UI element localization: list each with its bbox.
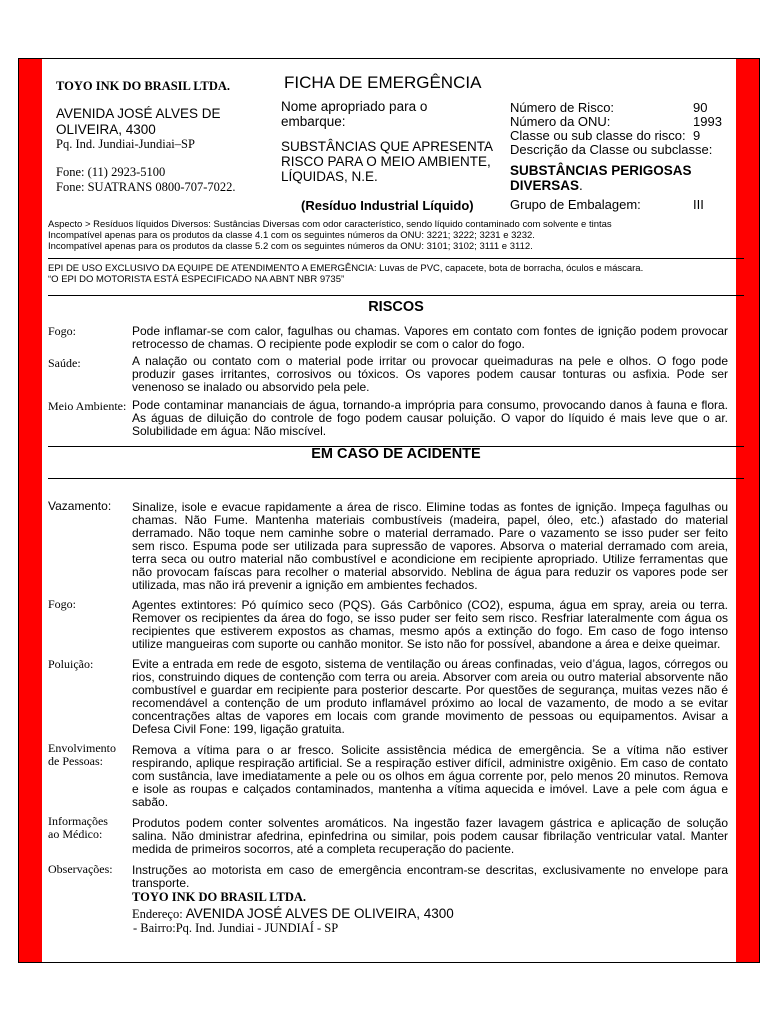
- epi-line2: “O EPI DO MOTORISTA ESTÁ ESPECIFICADO NA ABNT NBR 9735”: [48, 274, 345, 285]
- accident-heading: EM CASO DE ACIDENTE: [311, 446, 481, 462]
- notes-label: Observações:: [48, 862, 113, 876]
- risk-environment-label: Meio Ambiente:: [48, 399, 127, 413]
- packing-group: [510, 197, 730, 212]
- footer-address-label: Endereço:: [132, 907, 183, 921]
- proper-name-label-line2: embarque:: [281, 114, 346, 129]
- risk-class: 9: [693, 128, 701, 143]
- substance-name-line1: SUBSTÂNCIAS QUE APRESENTA: [281, 139, 494, 154]
- onu-number: 1993: [693, 114, 722, 129]
- risk-health-text: A nalação ou contato com o material pode irritar ou provocar queimaduras na pele e olhos. O fogo pode produzir gases irritantes, corrosivos ou tóxicos. Os vapores podem causar tonturas ou asfixia. Pode ser venenoso se inalado ou absorvido pela pele.: [132, 354, 728, 394]
- proper-name-label-line1: Nome apropriado para o: [281, 99, 428, 114]
- company-address: [56, 106, 221, 138]
- company-phones: [56, 165, 236, 195]
- medical-text: Produtos podem conter solventes aromáticos. Na ingestão fazer lavagem gástrica e aplicação de solução salina. Não dministrar afedrina, epinfedrina ou similar, pois podem causar fibrilação ventricular vatal. Manter medida de primeiros socorros, até a completa recuperação do paciente.: [132, 816, 728, 856]
- risks-heading: RISCOS: [368, 299, 424, 315]
- risk-number-label: Número de Risco:: [510, 100, 615, 115]
- epi-block: [48, 263, 744, 285]
- class-description-line2: DIVERSAS: [510, 178, 580, 193]
- aspect-line2: Incompatível apenas para os produtos da classe 4.1 com os seguintes números da ONU: 3221; 3222; 3231 e 3232.: [48, 230, 535, 241]
- divider: [48, 295, 744, 296]
- substance-name-line3: LÍQUIDAS, N.E.: [281, 169, 378, 184]
- class-description-dot: .: [579, 178, 583, 193]
- leak-text: Sinalize, isole e evacue rapidamente a área de risco. Elimine todas as fontes de ignição. Impeça fagulhas ou chamas. Não Fume. Mantenha materiais combustíveis (madeira, papel, óleo, etc.) afastado do material derramado. Não toque nem caminhe sobre o material derramado. Pare o vazamento se isso puder ser feito sem risco. Espuma pode ser utilizada para supressão de vapores. Absorva o material derramado com areia, terra seca ou outro material não combustível e acondicione em recipiente apropriado. Utilize ferramentas que não provocam faíscas para recolher o material absorvido. Neblina de água para reduzir os vapores pode ser utilizada, mas não irá prevenir a ignição em ambientes fechados.: [132, 500, 728, 592]
- medical-label: [48, 815, 130, 841]
- footer-address-value: AVENIDA JOSÉ ALVES DE OLIVEIRA, 4300: [185, 906, 454, 921]
- residue-label: (Resíduo Industrial Líquido): [301, 198, 474, 213]
- pollution-text: Evite a entrada em rede de esgoto, sistema de ventilação ou áreas confinadas, veio d’água, lagos, córregos ou rios, construindo diques de contenção com terra ou areia. Absorver com areia ou outro material absorvente não combustível e guardar em recipiente para posterior descarte. Por questões de segurança, muitas vezes não é recomendável a contenção de um produto inflamável próximo ao local de vazamento, de modo a se evitar concentrações altas de vapores em locais com grande movimento de pessoas ou equipamentos. Avisar a Defesa Civil Fone: 199, ligação gratuita.: [132, 657, 728, 736]
- divider: [48, 478, 744, 479]
- people-label: [48, 742, 130, 768]
- aspect-line1: Aspecto > Resíduos líquidos Diversos: Sustâncias Diversas com odor característico, sendo líquido contaminado com solvente e tintas: [48, 219, 612, 230]
- company-address-line3: Pq. Ind. Jundiai-Jundiai–SP: [56, 137, 195, 151]
- people-label-line1: Envolvimento: [48, 741, 116, 755]
- aspect-block: [48, 219, 744, 252]
- people-label-line2: de Pessoas:: [48, 754, 103, 768]
- notes-text: Instruções ao motorista em caso de emergência encontram-se descritas, exclusivamente no envelope para transporte.: [132, 863, 728, 890]
- risk-fire-label: Fogo:: [48, 324, 77, 338]
- risk-environment-text: Pode contaminar mananciais de água, tornando-a imprópria para consumo, provocando danos à fauna e flora. As águas de diluição do controle de fogo podem causar poluição. O vapor do líquido é mais leve que o ar. Solubilidade em água: Não miscível.: [132, 398, 728, 438]
- class-description-line1: SUBSTÂNCIAS PERIGOSAS: [510, 163, 692, 178]
- left-red-border: [19, 59, 42, 962]
- class-description: [510, 163, 692, 193]
- packing-group-label: Grupo de Embalagem:: [510, 197, 641, 212]
- aspect-line3: Incompatível apenas para os produtos da classe 5.2 com os seguintes números da ONU: 3101; 3102; 3111 e 3112.: [48, 241, 533, 252]
- footer-address: [132, 906, 454, 922]
- substance-name-line2: RISCO PARA O MEIO AMBIENTE,: [281, 154, 491, 169]
- people-text: Remova a vítima para o ar fresco. Solicite assistência médica de emergência. Se a vítima não estiver respirando, aplique respiração artificial. Se a respiração estiver difícil, administre oxigênio. Em caso de contato com sustância, lave imediatamente a pele ou os olhos em água corrente por, pelo menos 20 minutos. Remova e isole as roupas e calçados contaminados, mantenha a vítima aquecida e imóvel. Lave a pele com água e sabão.: [132, 743, 728, 809]
- right-red-border: [736, 59, 759, 962]
- footer-company: TOYO INK DO BRASIL LTDA.: [132, 890, 307, 904]
- risk-health-label: Saúde:: [48, 356, 81, 370]
- company-phone-suatrans: Fone: SUATRANS 0800-707-7022.: [56, 180, 236, 194]
- accident-fire-text: Agentes extintores: Pó químico seco (PQS). Gás Carbônico (CO2), espuma, água em spray, areia ou terra. Remover os recipientes da área do fogo, se isso puder ser feito sem risco. Resfriar lateralmente com água os recipientes que estiverem expostos as chamas, mesmo após a extinção do fogo. Em caso de fogo intenso utilize mangueiras com suporte ou canhão monitor. Se isto não for possível, abandone a área e deixe queimar.: [132, 598, 728, 651]
- company-address-line1: AVENIDA JOSÉ ALVES DE: [56, 106, 221, 121]
- medical-label-line1: Informações: [48, 814, 108, 828]
- footer-district: - Bairro:Pq. Ind. Jundiai - JUNDIAÍ - SP: [133, 921, 339, 935]
- pollution-label: Poluição:: [48, 657, 94, 671]
- company-phone: Fone: (11) 2923-5100: [56, 165, 166, 179]
- risk-info: [510, 101, 730, 157]
- emergency-sheet: [18, 58, 760, 963]
- company-address-line2: OLIVEIRA, 4300: [56, 122, 156, 137]
- page-title: FICHA DE EMERGÊNCIA: [284, 73, 482, 92]
- divider: [48, 258, 744, 259]
- class-description-label: Descrição da Classe ou subclasse:: [510, 142, 713, 157]
- proper-name-label: [281, 99, 427, 129]
- medical-label-line2: ao Médico:: [48, 827, 103, 841]
- leak-label: Vazamento:: [48, 499, 112, 513]
- risk-class-label: Classe ou sub classe do risco:: [510, 128, 686, 143]
- risk-number: 90: [693, 100, 708, 115]
- onu-number-label: Número da ONU:: [510, 114, 611, 129]
- substance-name: [281, 139, 493, 184]
- accident-fire-label: Fogo:: [48, 597, 77, 611]
- risk-fire-text: Pode inflamar-se com calor, fagulhas ou chamas. Vapores em contato com fontes de ignição podem provocar retrocesso de chamas. O recipiente pode explodir se com o calor do fogo.: [132, 324, 728, 351]
- company-name: TOYO INK DO BRASIL LTDA.: [56, 79, 231, 93]
- epi-line1: EPI DE USO EXCLUSIVO DA EQUIPE DE ATENDIMENTO A EMERGÊNCIA: Luvas de PVC, capacete, bota de borracha, óculos e máscara.: [48, 263, 644, 274]
- packing-group-value: III: [693, 197, 704, 212]
